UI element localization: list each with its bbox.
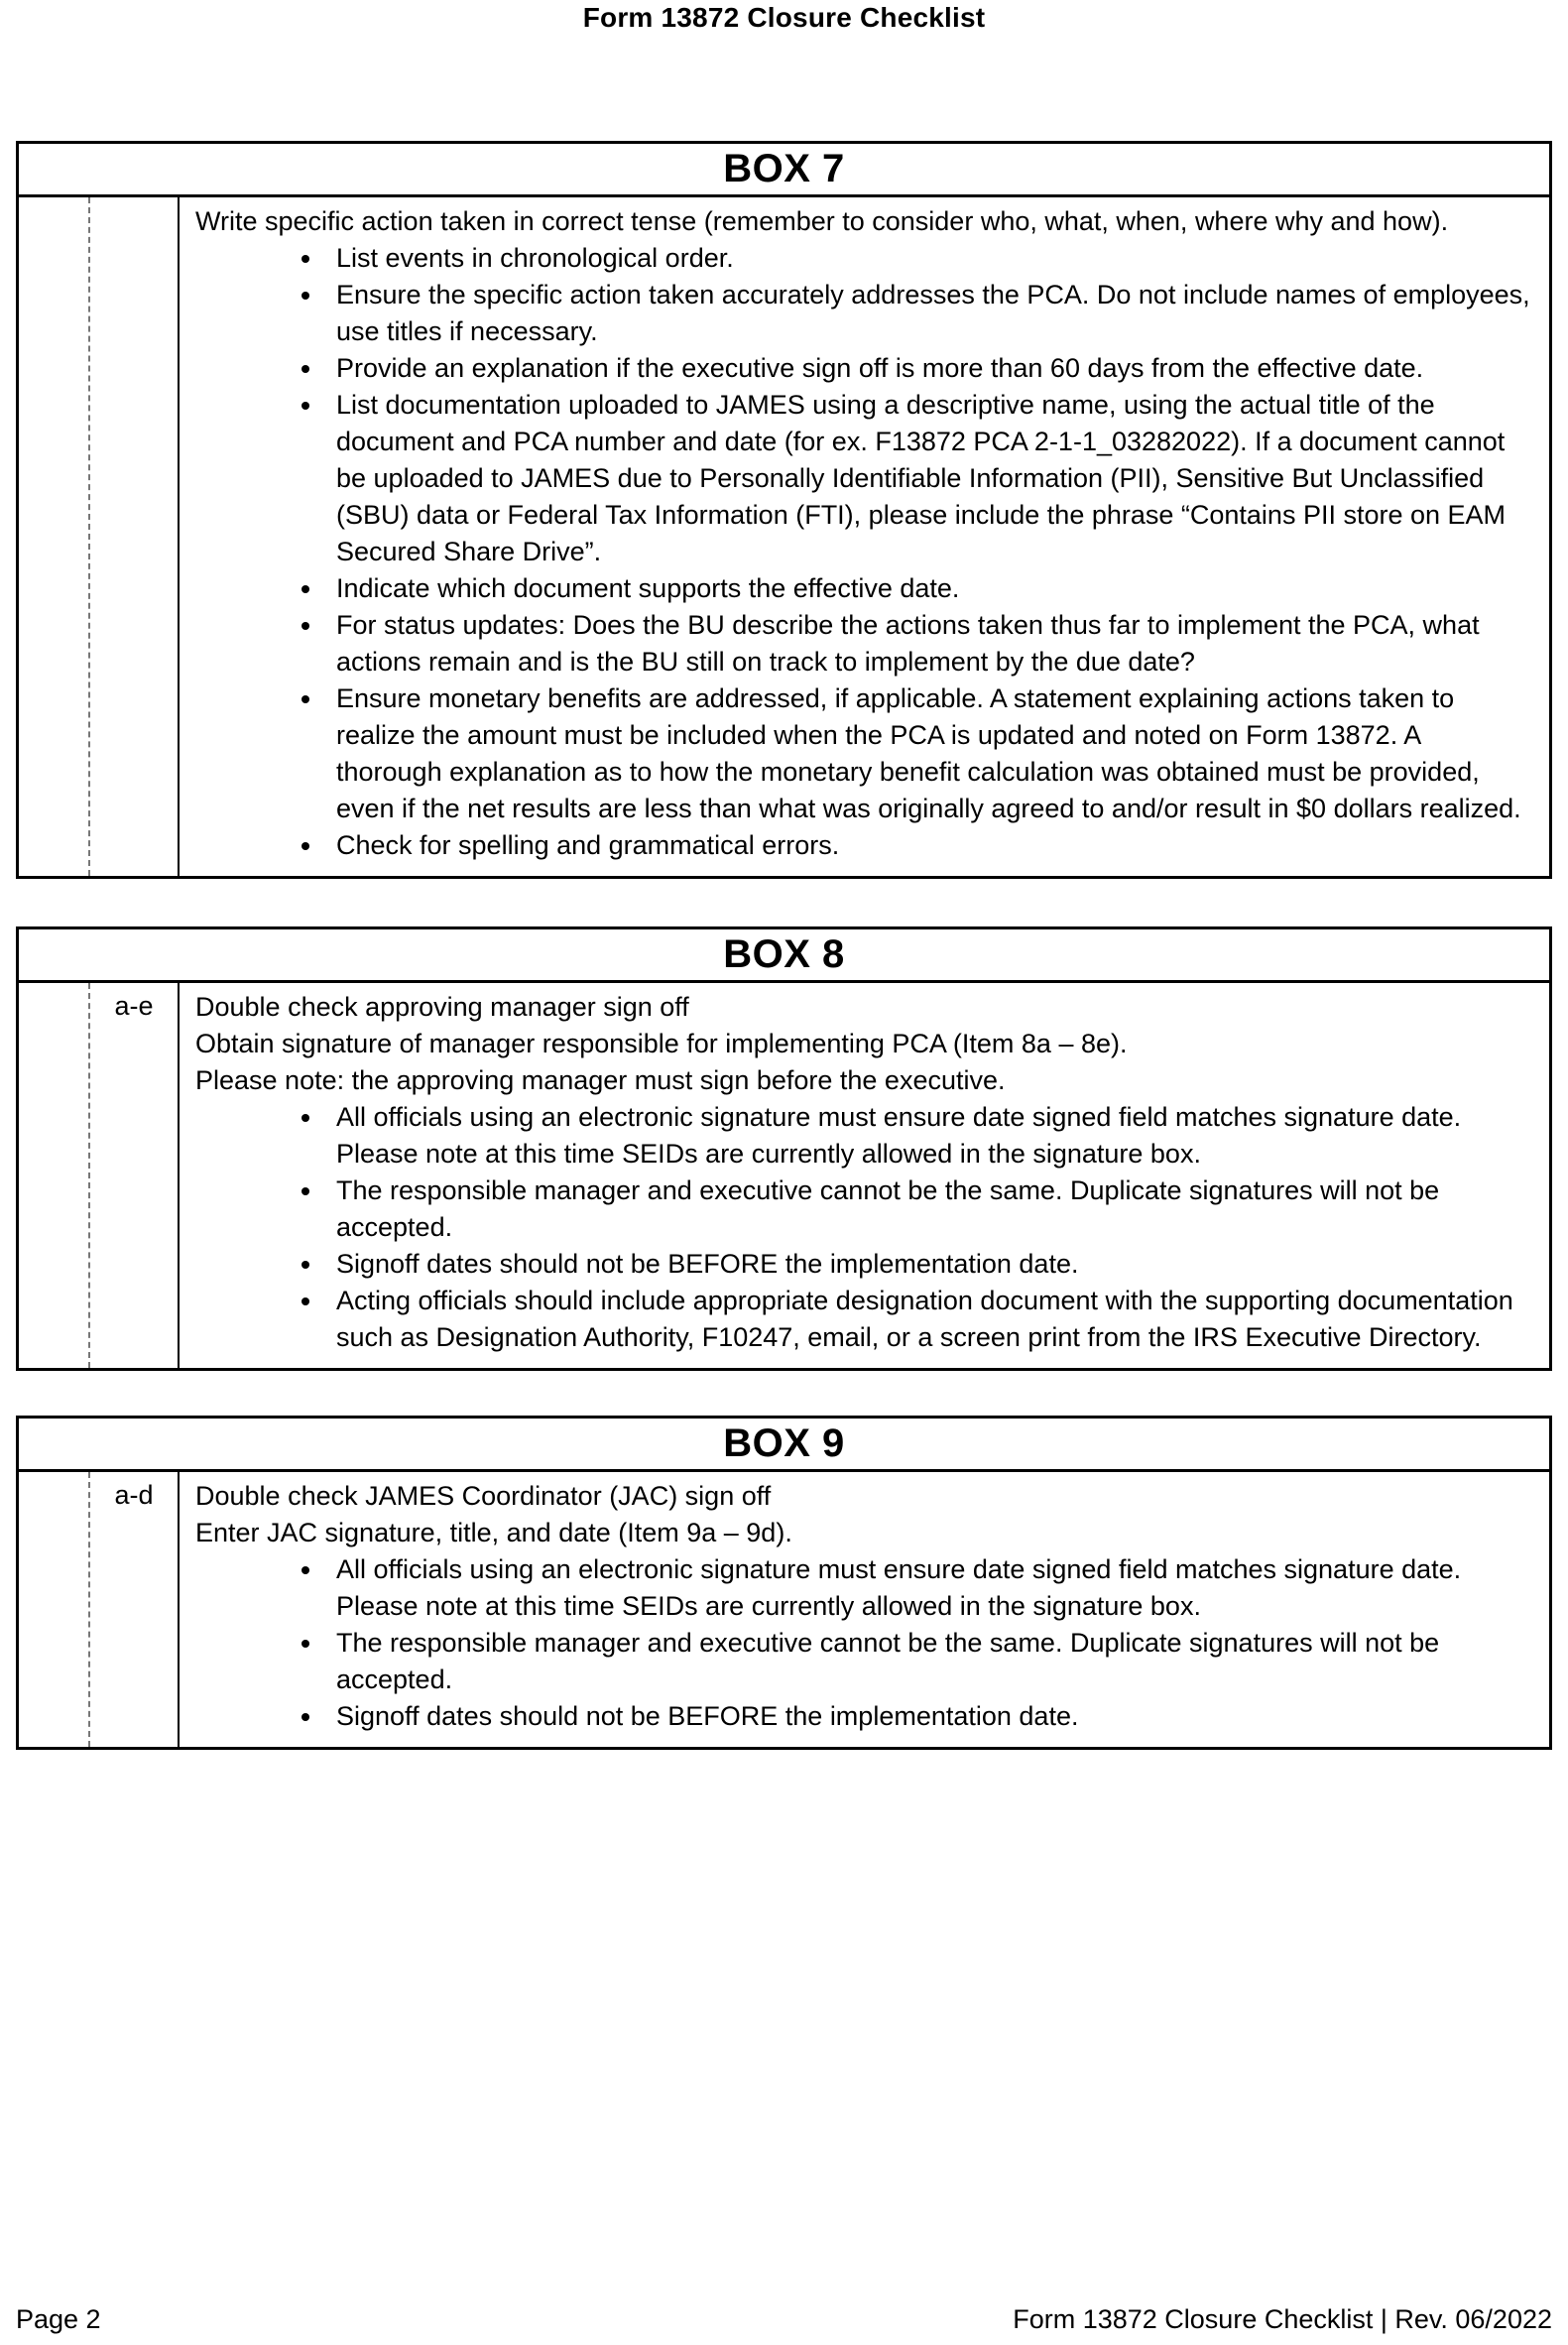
box-9-intro [195, 1478, 1531, 1551]
page-title: Form 13872 Closure Checklist [582, 2, 986, 33]
box-9-item-label: a-d [90, 1472, 180, 1747]
intro-line: Please note: the approving manager must sign before the executive. [195, 1065, 1006, 1095]
intro-line: Double check approving manager sign off [195, 992, 689, 1022]
bullet-item: • The responsible manager and executive cannot be the same. Duplicate signatures will not be accepted. [324, 1625, 1531, 1698]
footer-page-number: Page 2 [16, 2304, 101, 2334]
intro-line: Write specific action taken in correct tense (remember to consider who, what, when, where why and how). [195, 206, 1449, 236]
box-9-row [19, 1472, 1549, 1747]
box-9-header: BOX 9 [19, 1419, 1549, 1472]
bullet-item: • Signoff dates should not be BEFORE the implementation date. [324, 1698, 1531, 1735]
bullet-item: • All officials using an electronic signature must ensure date signed field matches signature date. Please note at this time SEIDs are currently allowed in the signature box. [324, 1099, 1531, 1172]
box-7-content [180, 197, 1549, 876]
box-7-bullet-list [195, 240, 1531, 864]
bullet-item: • Check for spelling and grammatical errors. [324, 827, 1531, 864]
box-8-content [180, 983, 1549, 1368]
box-7-row [19, 197, 1549, 876]
page-footer [16, 2304, 1552, 2335]
intro-line: Obtain signature of manager responsible for implementing PCA (Item 8a – 8e). [195, 1029, 1128, 1058]
box-9-checkbox-cell [19, 1472, 90, 1747]
bullet-item: • List events in chronological order. [324, 240, 1531, 277]
bullet-item: • Ensure the specific action taken accurately addresses the PCA. Do not include names of employees, use titles if necessary. [324, 277, 1531, 350]
box-7-item-label [90, 197, 180, 876]
intro-line: Enter JAC signature, title, and date (Item 9a – 9d). [195, 1518, 792, 1547]
box-7-table [16, 141, 1552, 879]
box-8-intro [195, 989, 1531, 1099]
box-8-checkbox-cell [19, 983, 90, 1368]
bullet-item: • All officials using an electronic signature must ensure date signed field matches signature date. Please note at this time SEIDs are currently allowed in the signature box. [324, 1551, 1531, 1625]
bullet-item: • List documentation uploaded to JAMES using a descriptive name, using the actual title of the document and PCA number and date (for ex. F13872 PCA 2-1-1_03282022). If a document cannot be uploaded to JAMES due to Personally Identifiable Information (PII), Sensitive But Unclassified (SBU) data or Federal Tax Information (FTI), please include the phrase “Contains PII store on EAM Secured Share Drive”. [324, 387, 1531, 570]
intro-line: Double check JAMES Coordinator (JAC) sign off [195, 1481, 772, 1511]
bullet-item: • Ensure monetary benefits are addressed, if applicable. A statement explaining actions taken to realize the amount must be included when the PCA is updated and noted on Form 13872. A thorough explanation as to how the monetary benefit calculation was obtained must be provided, even if the net results are less than what was originally agreed to and/or result in $0 dollars realized. [324, 680, 1531, 827]
bullet-item: • Acting officials should include appropriate designation document with the supporting documentation such as Designation Authority, F10247, email, or a screen print from the IRS Executive Directory. [324, 1283, 1531, 1356]
box-8-item-label: a-e [90, 983, 180, 1368]
footer-doc-ref: Form 13872 Closure Checklist | Rev. 06/2022 [1013, 2304, 1552, 2334]
box-7-header: BOX 7 [19, 144, 1549, 197]
box-9-content [180, 1472, 1549, 1747]
bullet-item: • Indicate which document supports the effective date. [324, 570, 1531, 607]
box-8-table [16, 926, 1552, 1371]
box-9-table [16, 1416, 1552, 1750]
box-8-bullet-list [195, 1099, 1531, 1356]
box-7-checkbox-cell [19, 197, 90, 876]
bullet-item: • The responsible manager and executive cannot be the same. Duplicate signatures will not be accepted. [324, 1172, 1531, 1246]
box-8-header: BOX 8 [19, 929, 1549, 983]
bullet-item: • Provide an explanation if the executive sign off is more than 60 days from the effective date. [324, 350, 1531, 387]
box-8-row [19, 983, 1549, 1368]
box-7-intro [195, 203, 1531, 240]
bullet-item: • For status updates: Does the BU describe the actions taken thus far to implement the PCA, what actions remain and is the BU still on track to implement by the due date? [324, 607, 1531, 680]
box-9-bullet-list [195, 1551, 1531, 1735]
bullet-item: • Signoff dates should not be BEFORE the implementation date. [324, 1246, 1531, 1283]
